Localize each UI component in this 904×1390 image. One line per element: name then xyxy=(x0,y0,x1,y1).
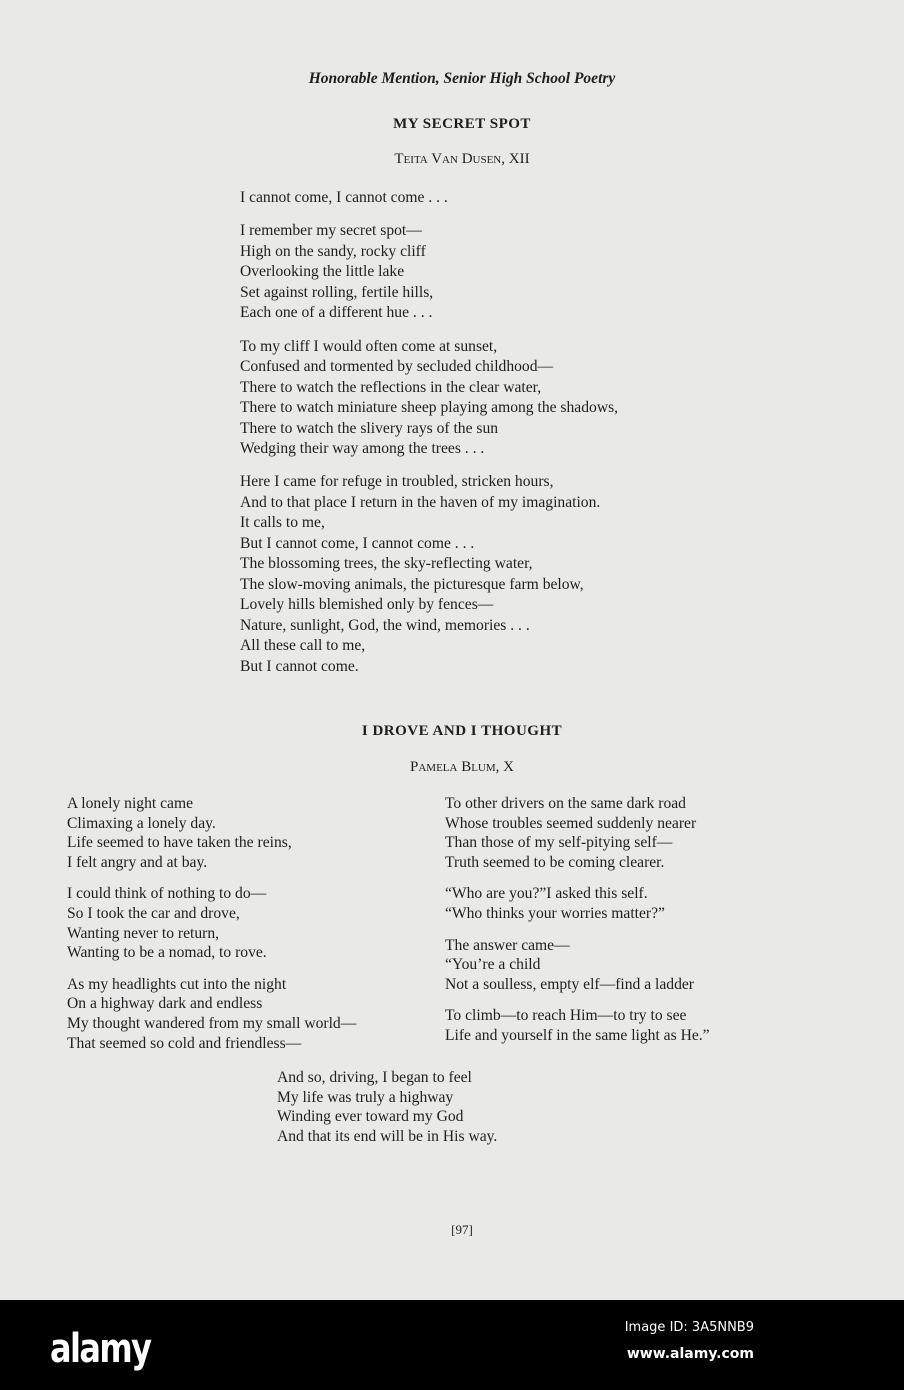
poem-line: All these call to me, xyxy=(240,637,366,655)
section-heading: Honorable Mention, Senior High School Poetry xyxy=(308,70,616,87)
poem-line: There to watch miniature sheep playing among the shadows, xyxy=(240,399,619,417)
poem-line: Winding ever toward my God xyxy=(277,1108,464,1126)
poem-body xyxy=(240,188,618,677)
poem-line: Set against rolling, fertile hills, xyxy=(240,283,434,301)
poem-line: To my cliff I would often come at sunset, xyxy=(240,337,498,355)
poem-line: High on the sandy, rocky cliff xyxy=(240,242,426,260)
poem-title: MY SECRET SPOT xyxy=(393,116,531,132)
poem-line: And that its end will be in His way. xyxy=(277,1127,498,1145)
poem-line: To climb—to reach Him—to try to see xyxy=(445,1007,687,1025)
poem-line: “Who are you?”I asked this self. xyxy=(445,885,648,903)
poem-line: On a highway dark and endless xyxy=(67,995,263,1013)
poem-final-stanza xyxy=(277,1068,497,1146)
poem-line: The slow-moving animals, the picturesque farm below, xyxy=(240,575,584,593)
poem-author: Pamela Blum, X xyxy=(410,759,514,775)
poem-line: So I took the car and drove, xyxy=(67,904,240,922)
poem-line: The blossoming trees, the sky-reflecting water, xyxy=(240,555,533,573)
poem-line: “Who thinks your worries matter?” xyxy=(445,904,665,922)
poem-title: I DROVE AND I THOUGHT xyxy=(361,723,563,739)
poem-line: Climaxing a lonely day. xyxy=(67,814,216,832)
page-number: [97] xyxy=(451,1222,473,1237)
poem-line: Than those of my self-pitying self— xyxy=(445,834,673,852)
poem-line: But I cannot come. xyxy=(240,657,359,675)
poem-line: Wedging their way among the trees . . . xyxy=(240,439,485,457)
stanza-gap xyxy=(240,324,618,337)
poem-line: I remember my secret spot— xyxy=(240,222,422,240)
poem-line: Confused and tormented by secluded childhood— xyxy=(240,358,554,376)
poem-line: “You’re a child xyxy=(445,956,541,974)
stanza-gap xyxy=(240,208,618,221)
poem-line: The answer came— xyxy=(445,936,570,954)
poem-line: There to watch the reflections in the clear water, xyxy=(240,378,542,396)
poem-line: A lonely night came xyxy=(67,795,194,812)
image-id: Image ID: 3A5NNB9 xyxy=(624,1320,754,1335)
poem-line: Overlooking the little lake xyxy=(240,263,405,281)
stanza-gap xyxy=(445,872,710,884)
poem-line: I felt angry and at bay. xyxy=(67,853,208,871)
poem-line: I could think of nothing to do— xyxy=(67,885,267,903)
poem-line: Not a soulless, empty elf—find a ladder xyxy=(445,975,695,993)
poem-line: But I cannot come, I cannot come . . . xyxy=(240,534,475,552)
poem-line: Wanting never to return, xyxy=(67,924,220,942)
poem-line: That seemed so cold and friendless— xyxy=(67,1034,302,1052)
poem-author: Teita Van Dusen, XII xyxy=(394,151,530,167)
poem-line: And to that place I return in the haven of my imagination. xyxy=(240,493,601,511)
poem-line: My life was truly a highway xyxy=(277,1088,454,1106)
poem-line: I cannot come, I cannot come . . . xyxy=(240,189,448,206)
stanza-gap xyxy=(445,924,710,936)
poem-left-column xyxy=(67,794,356,1053)
stanza-gap xyxy=(67,872,356,884)
poem-line: As my headlights cut into the night xyxy=(67,975,287,993)
poem-line: Lovely hills blemished only by fences— xyxy=(240,596,494,614)
poem-line: Nature, sunlight, God, the wind, memories . . . xyxy=(240,616,530,634)
poem-line: Each one of a different hue . . . xyxy=(240,304,433,322)
poem-line: Wanting to be a nomad, to rove. xyxy=(67,944,267,962)
stanza-gap xyxy=(445,994,710,1006)
poem-line: To other drivers on the same dark road xyxy=(445,795,686,812)
poem-line: And so, driving, I began to feel xyxy=(277,1069,472,1086)
site-url: www.alamy.com xyxy=(626,1346,754,1362)
poem-line: Truth seemed to be coming clearer. xyxy=(445,853,665,871)
stanza-gap xyxy=(67,963,356,975)
poem-line: There to watch the slivery rays of the sun xyxy=(240,419,499,437)
stanza-gap xyxy=(240,459,618,472)
poem-right-column xyxy=(445,794,710,1046)
poem-line: Whose troubles seemed suddenly nearer xyxy=(445,814,697,832)
poem-line: Life and yourself in the same light as He.” xyxy=(445,1026,710,1044)
poem-line: Life seemed to have taken the reins, xyxy=(67,834,292,852)
poem-line: My thought wandered from my small world— xyxy=(67,1014,357,1032)
poem-line: It calls to me, xyxy=(240,514,325,532)
poem-line: Here I came for refuge in troubled, stricken hours, xyxy=(240,473,554,491)
watermark-footer xyxy=(0,1300,904,1390)
alamy-logo: alamy xyxy=(50,1326,151,1372)
